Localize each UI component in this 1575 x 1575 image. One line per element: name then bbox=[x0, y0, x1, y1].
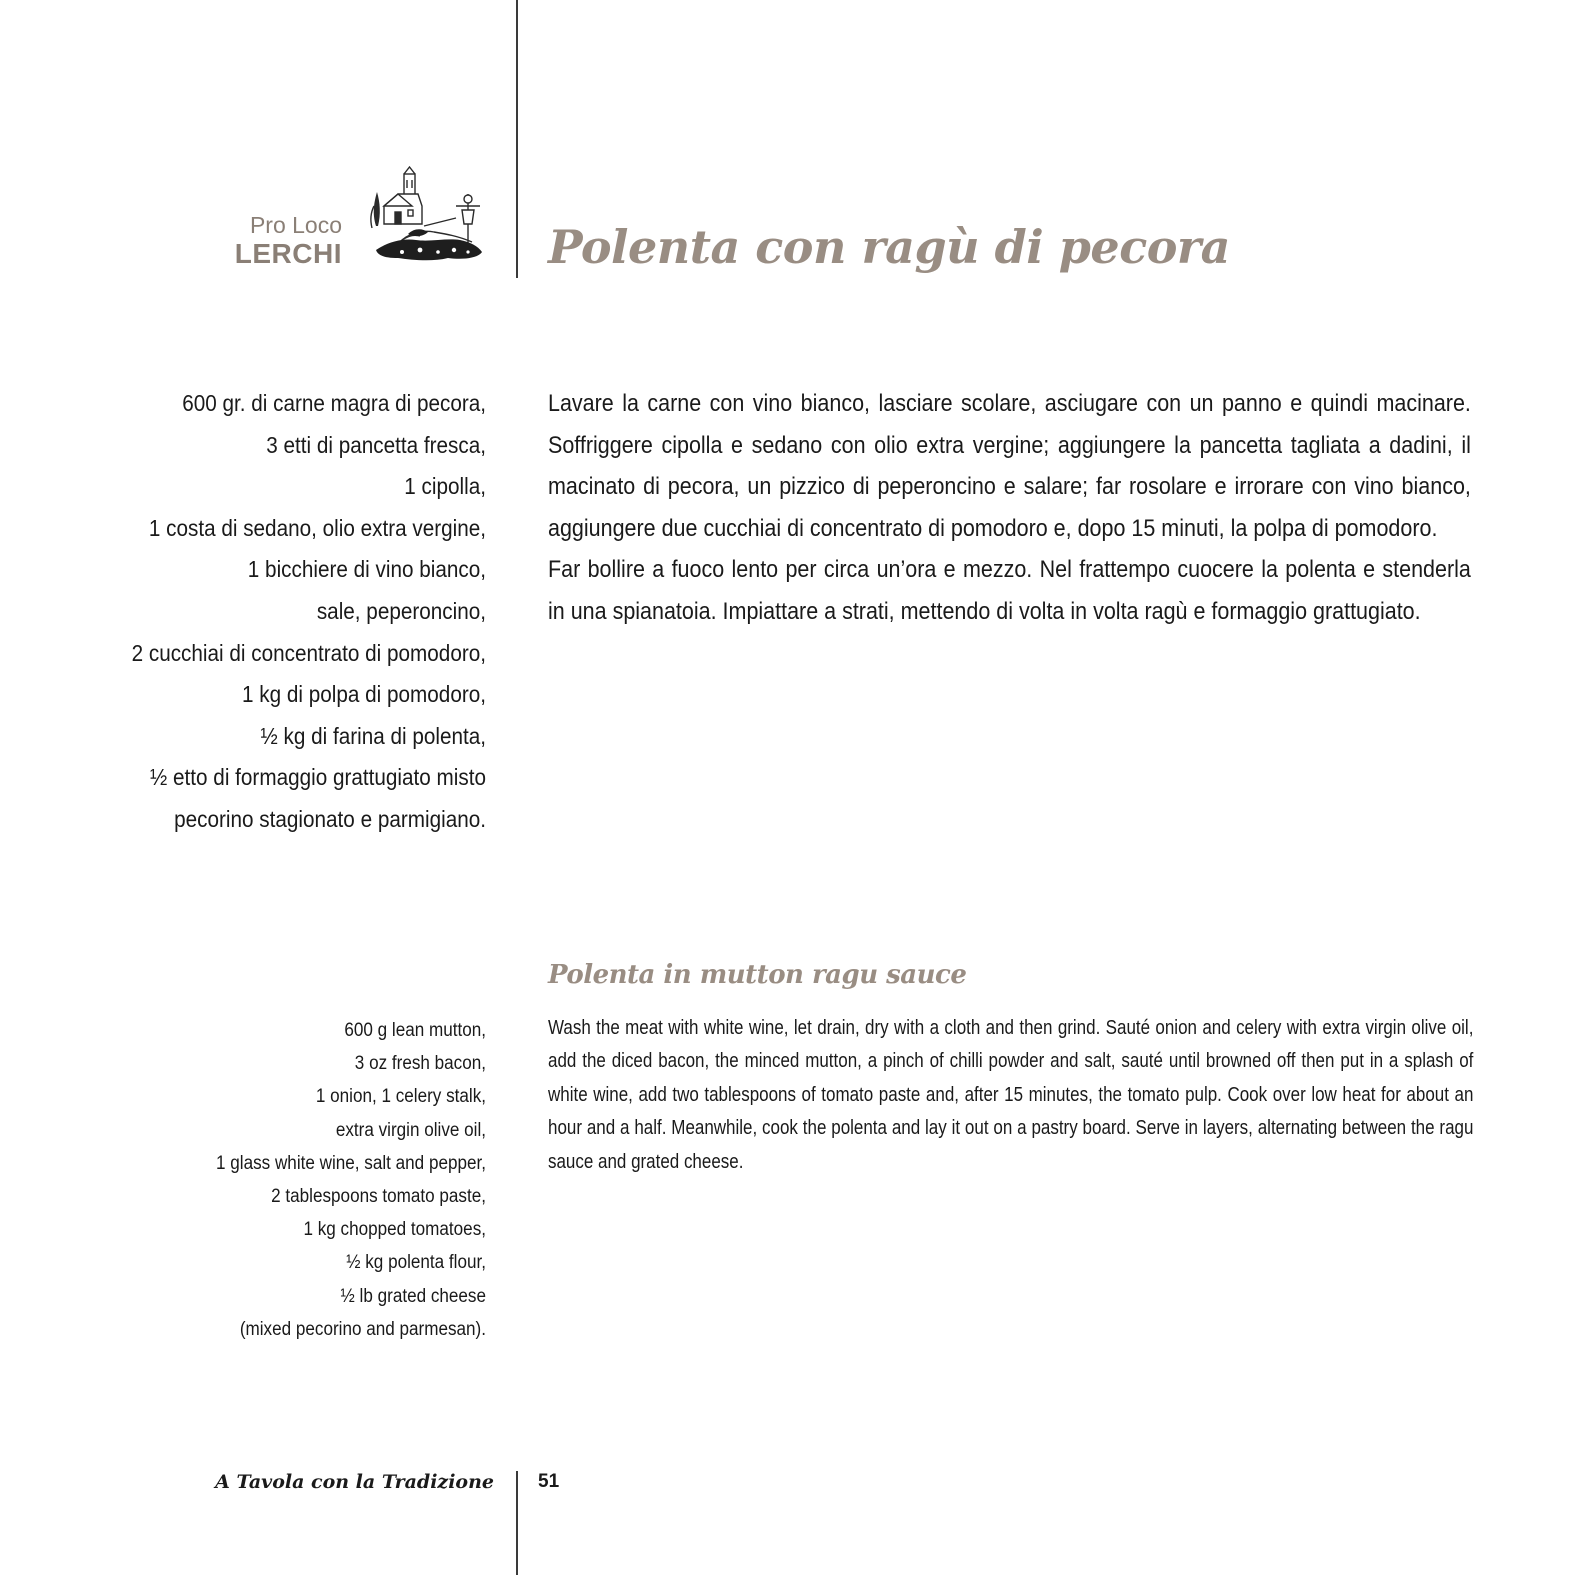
ingredient-line: extra virgin olive oil, bbox=[335, 1119, 486, 1141]
ingredient-line: 3 etti di pancetta fresca, bbox=[266, 431, 486, 458]
ingredient-line: 600 gr. di carne magra di pecora, bbox=[182, 390, 486, 416]
ingredient-line: 1 cipolla, bbox=[404, 473, 486, 500]
pro-loco-label bbox=[220, 212, 342, 270]
org-line-2: LERCHI bbox=[234, 238, 342, 269]
method-paragraph: Far bollire a fuoco lento per circa un’ora e mezzo. Nel frattempo cuocere la polenta e stenderla in una spianatoia. Impiattare a strati, mettendo di volta in volta ragù e formaggio grattugiato. bbox=[548, 556, 1471, 625]
ingredients-english bbox=[157, 1014, 486, 1346]
english-title: Polenta in mutton ragu sauce bbox=[548, 960, 967, 990]
ingredient-line: ½ kg di farina di polenta, bbox=[260, 722, 486, 749]
method-italian bbox=[548, 383, 1471, 633]
ingredient-line: 1 glass white wine, salt and pepper, bbox=[216, 1152, 486, 1174]
ingredient-line: 2 cucchiai di concentrato di pomodoro, bbox=[131, 639, 486, 666]
ingredient-line: ½ kg polenta flour, bbox=[346, 1252, 486, 1274]
method-english bbox=[548, 1012, 1473, 1179]
recipe-title: Polenta con ragù di pecora bbox=[548, 220, 1230, 274]
ingredient-line: 1 kg di polpa di pomodoro, bbox=[242, 681, 486, 708]
ingredient-line: 1 bicchiere di vino bianco, bbox=[247, 556, 486, 583]
method-paragraph: Lavare la carne con vino bianco, lasciare scolare, asciugare con un panno e quindi macinare. Soffriggere cipolla e sedano con olio extra vergine; aggiungere la pancetta tagliata a dadini, il macinato di pecora, un pizzico di peperoncino e salare; far rosolare e irrorare con vino bianco, aggiungere due cucchiai di concentrato di pomodoro e, dopo 15 minuti, la polpa di pomodoro. bbox=[548, 390, 1471, 542]
org-line-1: Pro Loco bbox=[249, 212, 342, 238]
ingredient-line: 600 g lean mutton, bbox=[344, 1020, 486, 1041]
page-number: 51 bbox=[538, 1471, 560, 1492]
ingredient-line: 1 onion, 1 celery stalk, bbox=[315, 1086, 486, 1108]
ingredient-line: 1 kg chopped tomatoes, bbox=[303, 1219, 486, 1241]
book-title: A Tavola con la Tradizione bbox=[215, 1471, 494, 1493]
ingredient-line: sale, peperoncino, bbox=[316, 597, 486, 624]
column-divider-top bbox=[516, 0, 518, 278]
ingredients-italian bbox=[103, 383, 486, 841]
ingredient-line: (mixed pecorino and parmesan). bbox=[239, 1318, 486, 1340]
village-church-icon bbox=[368, 166, 488, 270]
ingredient-line: 3 oz fresh bacon, bbox=[354, 1053, 486, 1075]
column-divider-bottom bbox=[516, 1471, 518, 1575]
method-paragraph: Wash the meat with white wine, let drain, dry with a cloth and then grind. Sauté onion and celery with extra virgin olive oil, add the diced bacon, the minced mutton, a pinch of chilli powder and salt, sauté until browned off then put in a splash of white wine, add two tablespoons of tomato paste and, after 15 minutes, the tomato pulp. Cook over low heat for about an hour and a half. Meanwhile, cook the polenta and lay it out on a pastry board. Serve in layers, alternating between the ragu sauce and grated cheese. bbox=[548, 1017, 1474, 1173]
ingredient-line: 1 costa di sedano, olio extra vergine, bbox=[148, 514, 486, 541]
ingredient-line: pecorino stagionato e parmigiano. bbox=[174, 805, 487, 832]
ingredient-line: ½ etto di formaggio grattugiato misto bbox=[150, 764, 487, 791]
ingredient-line: 2 tablespoons tomato paste, bbox=[271, 1186, 486, 1208]
ingredient-line: ½ lb grated cheese bbox=[340, 1285, 486, 1307]
